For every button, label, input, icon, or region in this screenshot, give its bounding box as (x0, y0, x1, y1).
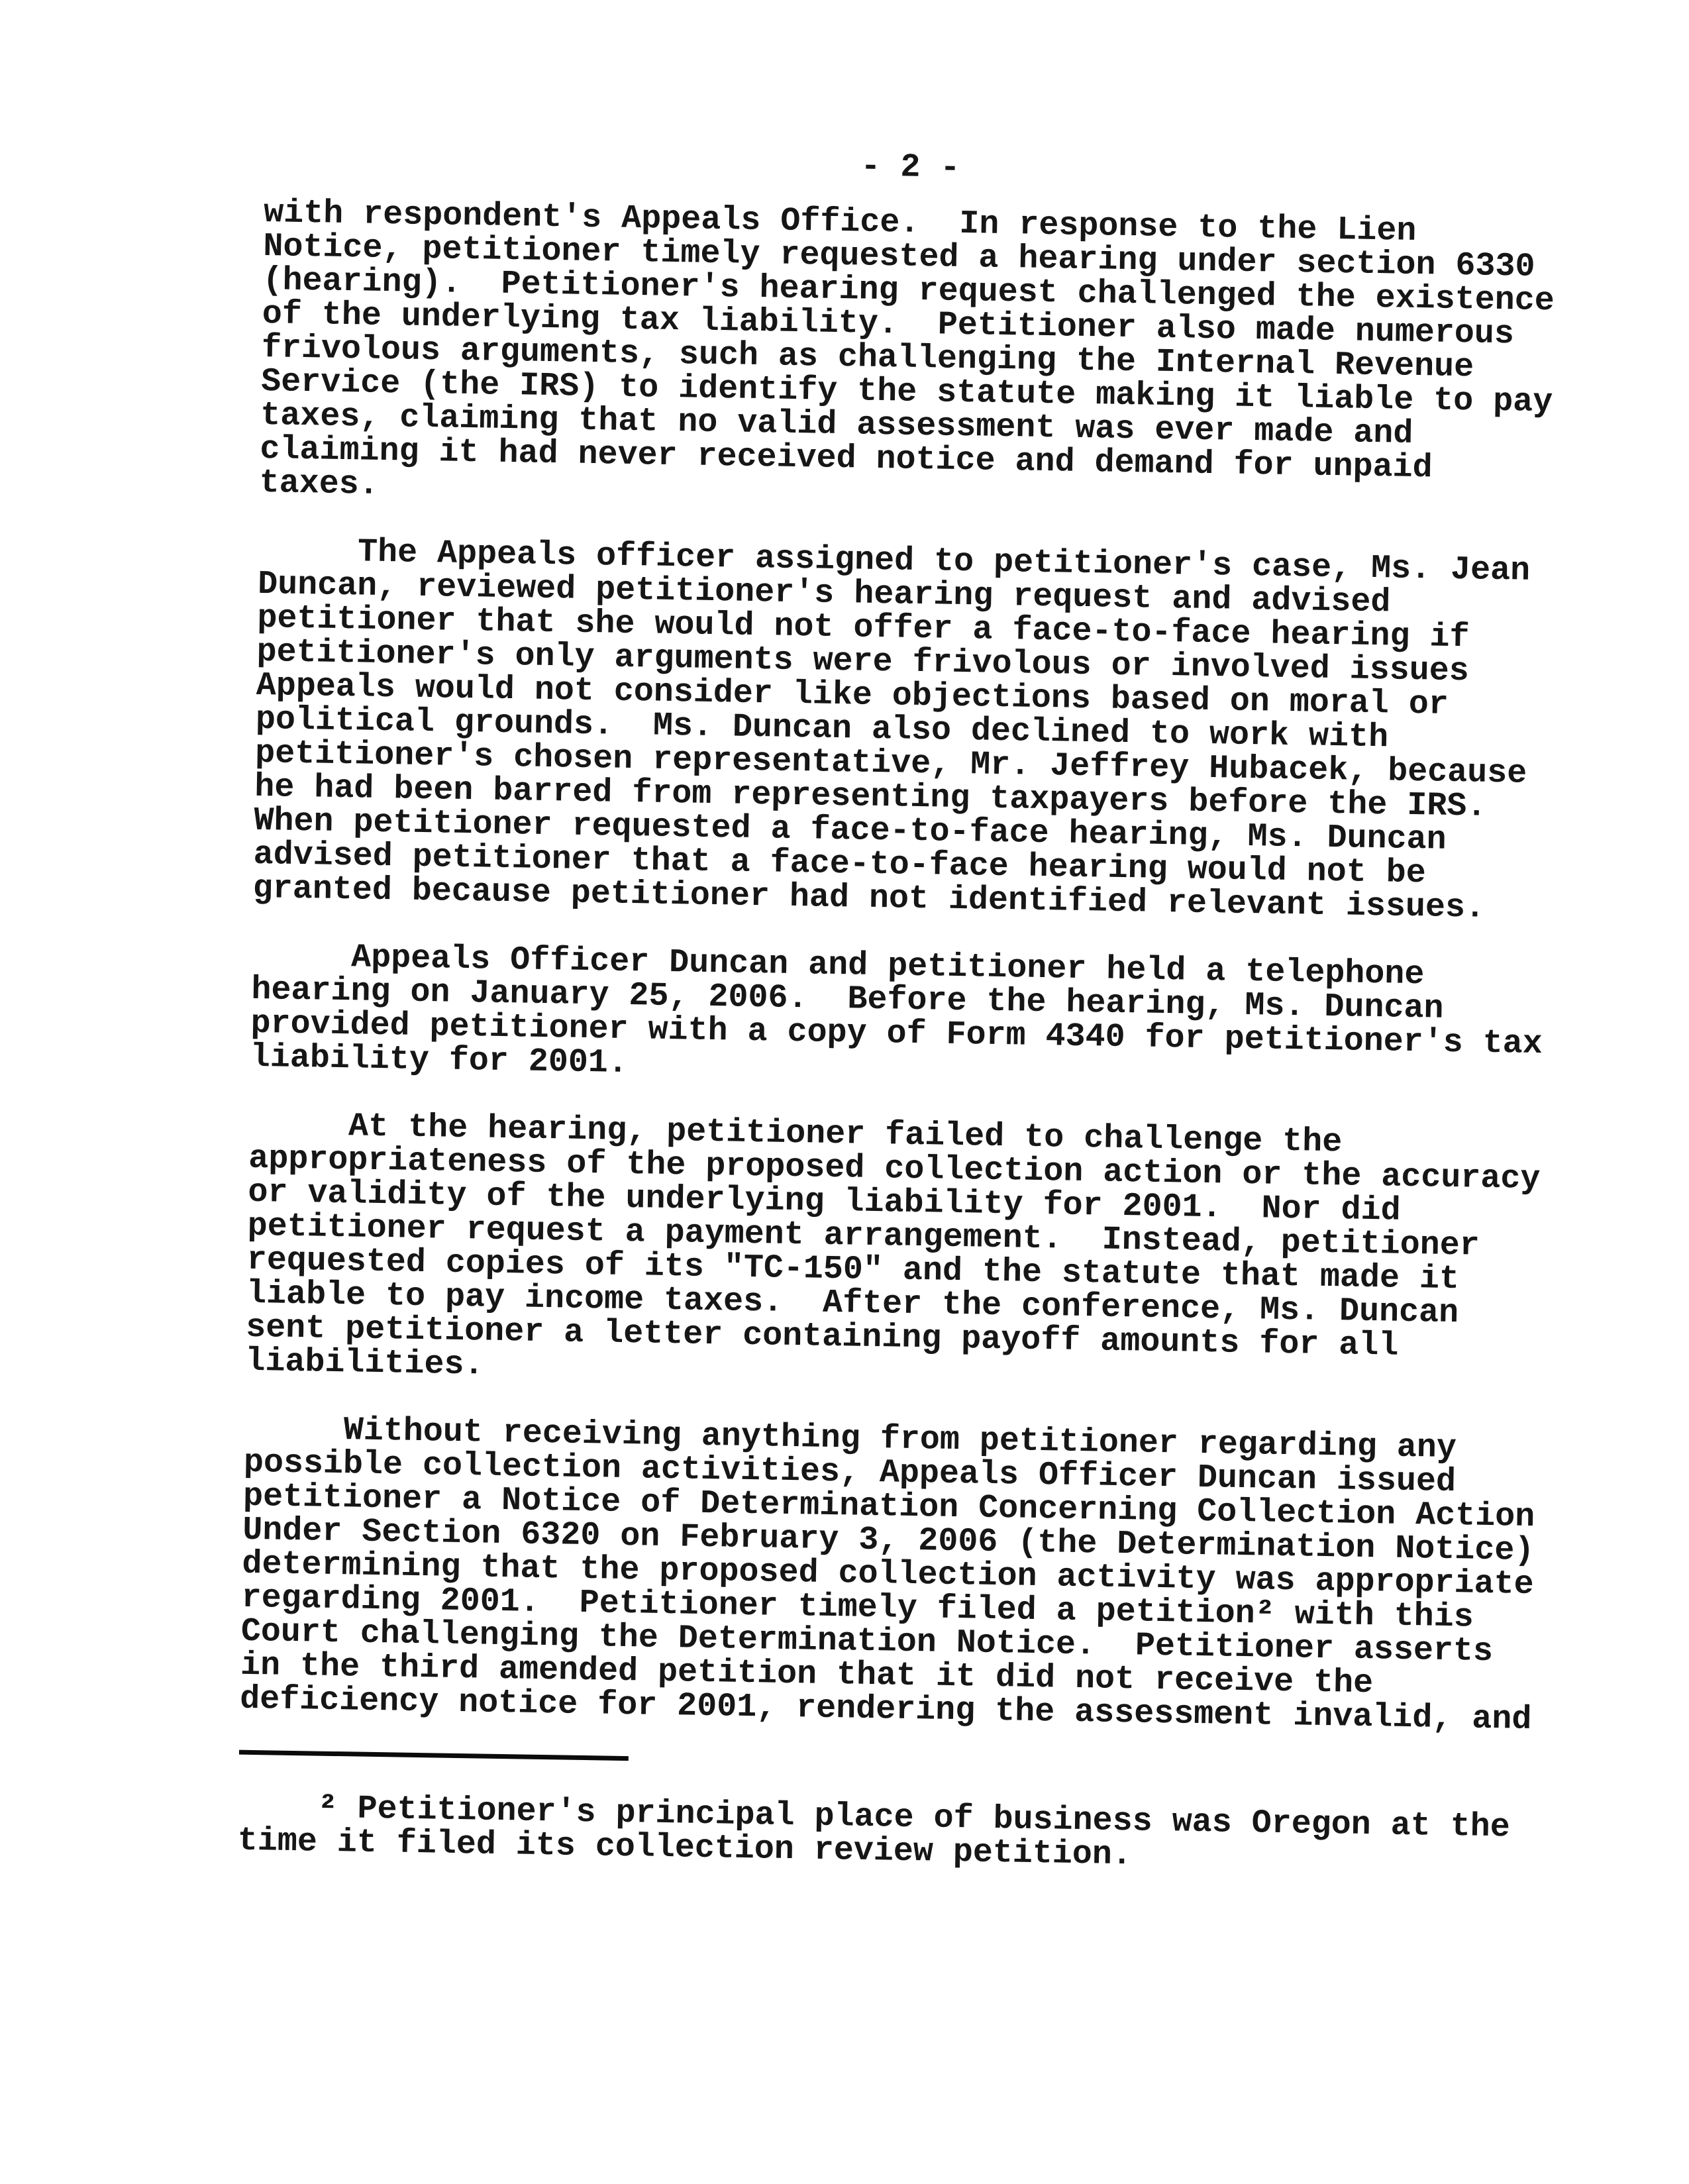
typewritten-text-block (237, 140, 1556, 1879)
paragraph: At the hearing, petitioner failed to challenge the appropriateness of the proposed collection action or the accuracy or validity of the underlying liability for 2001. Nor did petitioner request a payment arrangement. Instead, petitioner requested copies of its "TC-150" and the statute that made it liable to pay income taxes. After the conference, Ms. Duncan sent petitioner a letter containing payoff amounts for all liabilities. (244, 1106, 1541, 1384)
paragraph: Without receiving anything from petitioner regarding any possible collection activities, Appeals Officer Duncan issued petitioner a Notice of Determination Concerning Collection Action Under Section 6320 on February 3, 2006 (the Determination Notice) determining that the proposed collection activity was appropriate regarding 2001. Petitioner timely filed a petition² with this Court challenging the Determination Notice. Petitioner asserts in the third amended petition that it did not receive the deficiency notice for 2001, rendering the assessment invalid, and (239, 1410, 1535, 1740)
footnote-text: ² Petitioner's principal place of business was Oregon at the time it filed its collection review petition. (237, 1788, 1511, 1875)
paragraph: with respondent's Appeals Office. In response to the Lien Notice, petitioner timely requested a hearing under section 6330 (hearing). Petitioner's hearing request challenged the existence of the underlying tax liability. Petitioner also made numerous frivolous arguments, such as challenging the Internal Revenue Service (the IRS) to identify the statute making it liable to pay taxes, claiming that no valid assessment was ever made and claiming it had never received notice and demand for unpaid taxes. (259, 193, 1555, 504)
footnote-separator-rule (239, 1750, 629, 1761)
paragraph: Appeals Officer Duncan and petitioner held a telephone hearing on January 25, 2006. Before the hearing, Ms. Duncan provided petitioner with a copy of Form 4340 for petitioner's tax liability for 2001. (250, 937, 1543, 1082)
document-body (239, 193, 1556, 1740)
paragraph: The Appeals officer assigned to petitioner's case, Ms. Jean Duncan, reviewed petitioner's hearing request and advised petitioner that she would not offer a face-to-face hearing if petitioner's only arguments were frivolous or involved issues Appeals would not consider like objections based on moral or political grounds. Ms. Duncan also declined to work with petitioner's chosen representative, Mr. Jeffrey Hubacek, because he had been barred from representing taxpayers before the IRS. When petitioner requested a face-to-face hearing, Ms. Duncan advised petitioner that a face-to-face hearing would not be granted because petitioner had not identified relevant issues. (252, 531, 1531, 927)
page-number: - 2 - (860, 148, 960, 187)
